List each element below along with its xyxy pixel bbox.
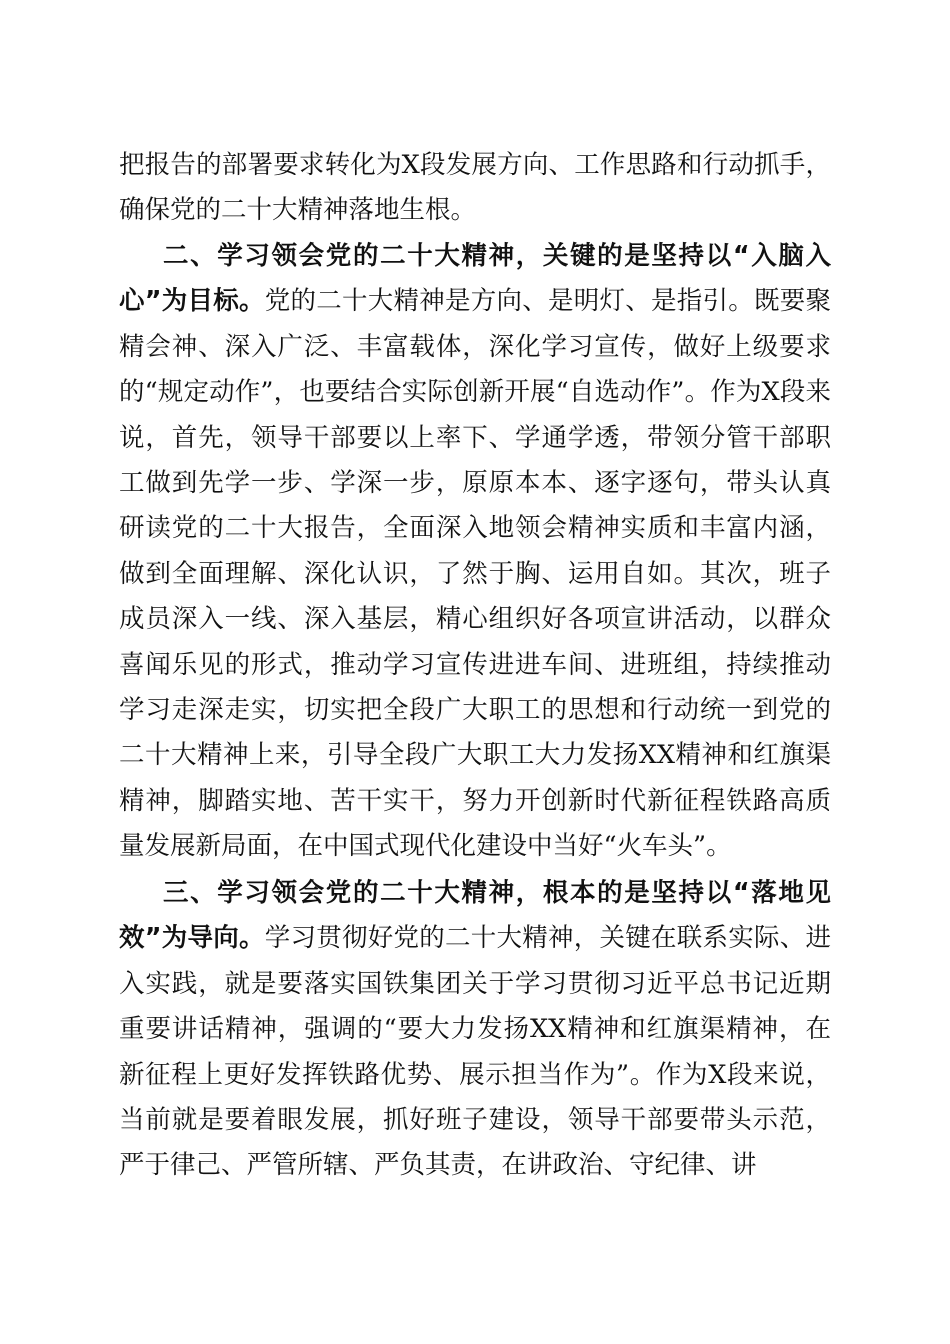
section-heading: 二、学习领会党的二十大精神，关键的是坚持以“入脑入心”为目标。 bbox=[119, 241, 831, 317]
paragraph-text: 把报告的部署要求转化为Ⅹ段发展方向、工作思路和行动抓手，确保党的二十大精神落地生根。 bbox=[119, 150, 831, 226]
paragraph-text: 学习贯彻好党的二十大精神，关键在联系实际、进入实践，就是要落实国铁集团关于学习贯彻习近平总书记近期重要讲话精神，强调的“要大力发扬XX精神和红旗渠精神，在新征程上更好发挥铁路优势、展示担当作为”。作为Ⅹ段来说，当前就是要着眼发展，抓好班子建设，领导干部要带头示范，严于律己、严管所辖、严负其责，在讲政治、守纪律、讲 bbox=[119, 923, 831, 1181]
section-heading: 三、学习领会党的二十大精神，根本的是坚持以“落地见效”为导向。 bbox=[119, 878, 831, 954]
paragraph-continuation bbox=[119, 143, 831, 234]
paragraph-section-three bbox=[119, 871, 831, 1189]
paragraph-text: 党的二十大精神是方向、是明灯、是指引。既要聚精会神、深入广泛、丰富载体，深化学习宣传，做好上级要求的“规定动作”，也要结合实际创新开展“自选动作”。作为Ⅹ段来说，首先，领导干部要以上率下、学通学透，带领分管干部职工做到先学一步、学深一步，原原本本、逐字逐句，带头认真研读党的二十大报告，全面深入地领会精神实质和丰富内涵，做到全面理解、深化认识，了然于胸、运用自如。其次，班子成员深入一线、深入基层，精心组织好各项宣讲活动，以群众喜闻乐见的形式，推动学习宣传进进车间、进班组，持续推动学习走深走实，切实把全段广大职工的思想和行动统一到党的二十大精神上来，引导全段广大职工大力发扬XX精神和红旗渠精神，脚踏实地、苦干实干，努力开创新时代新征程铁路高质量发展新局面，在中国式现代化建设中当好“火车头”。 bbox=[119, 286, 831, 862]
paragraph-section-two bbox=[119, 234, 831, 870]
